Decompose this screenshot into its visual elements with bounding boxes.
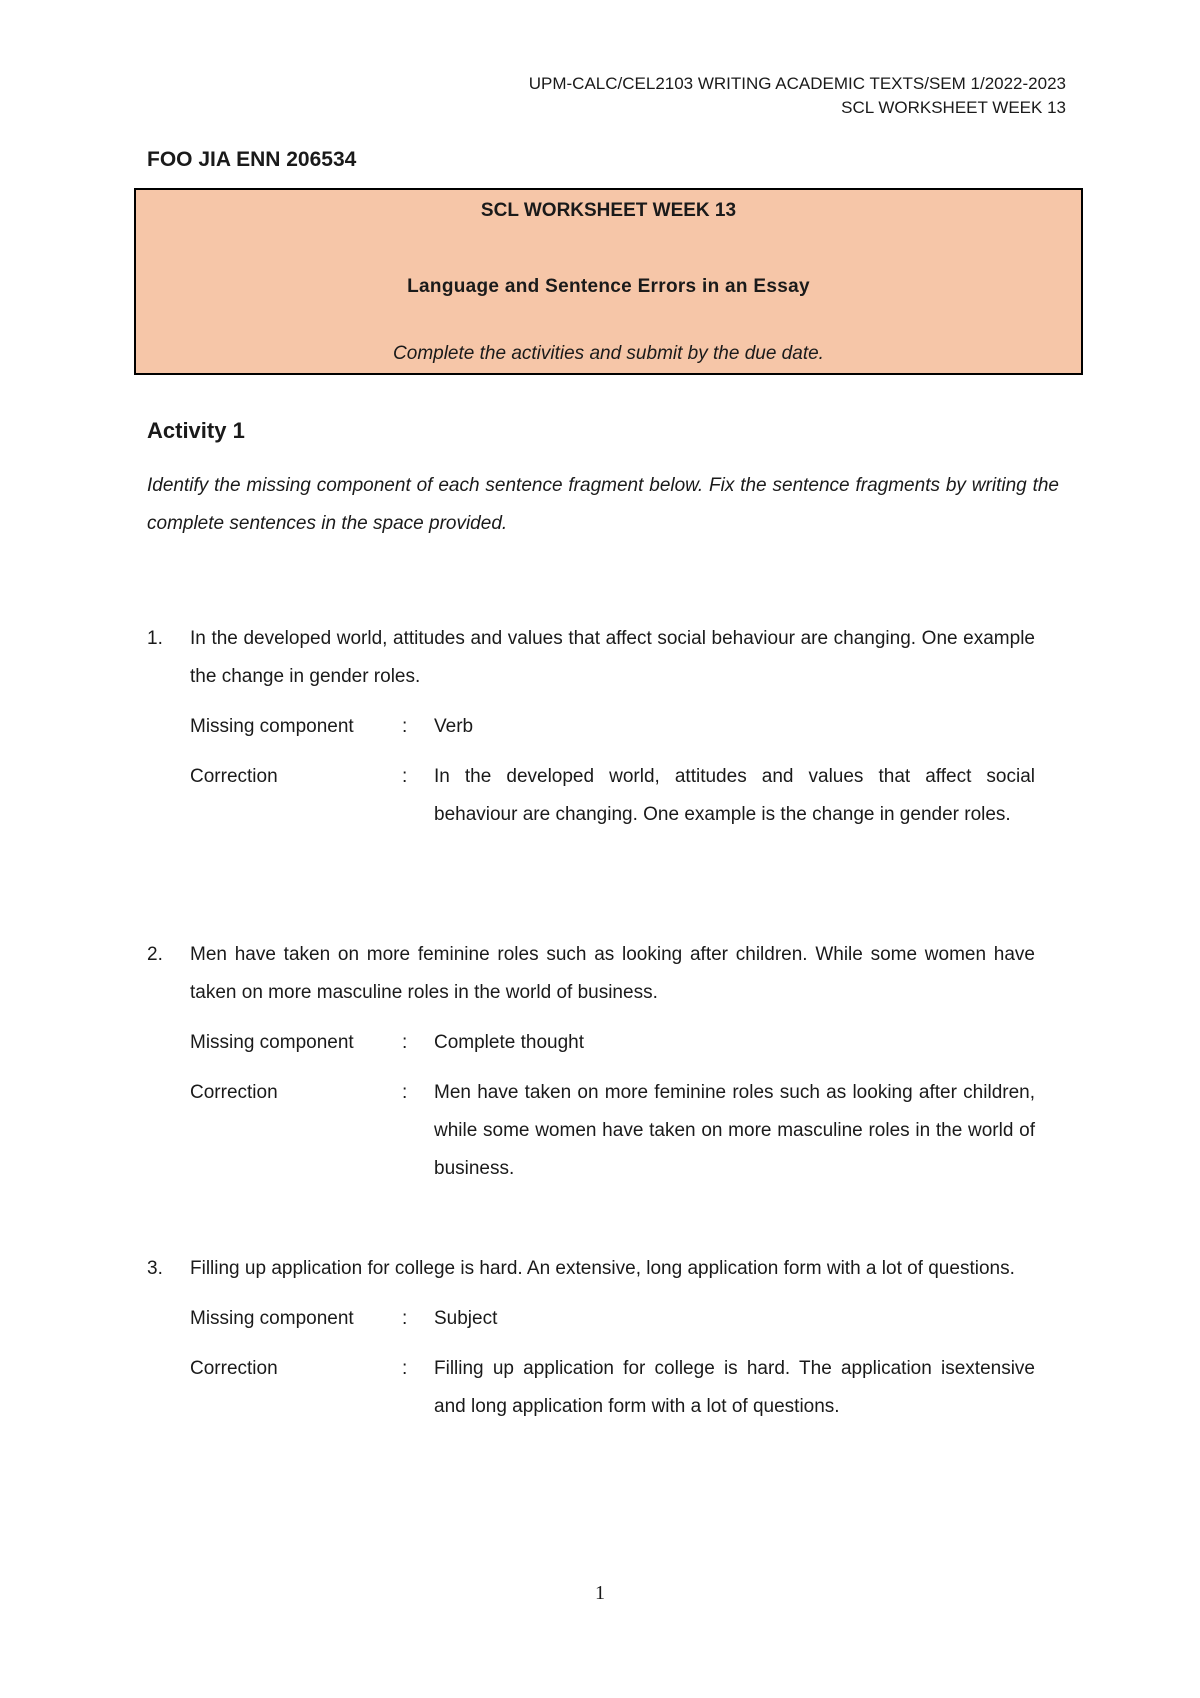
correction-value: Filling up application for college is hard. The application isextensive and long application form with a lot of questions. bbox=[434, 1358, 1035, 1417]
activity-title: Activity 1 bbox=[147, 418, 245, 443]
colon: : bbox=[402, 1032, 408, 1053]
banner-instruction: Complete the activities and submit by the due date. bbox=[393, 343, 824, 364]
header-worksheet-line: SCL WORKSHEET WEEK 13 bbox=[841, 98, 1066, 117]
colon: : bbox=[402, 766, 408, 787]
colon: : bbox=[402, 716, 408, 737]
banner-subtitle: Language and Sentence Errors in an Essay bbox=[407, 276, 810, 297]
correction-value: In the developed world, attitudes and values that affect social behaviour are changing. One example is the change in gender roles. bbox=[434, 766, 1035, 825]
question-number: 2. bbox=[147, 944, 163, 965]
header-course-line: UPM-CALC/CEL2103 WRITING ACADEMIC TEXTS/SEM 1/2022-2023 bbox=[528, 74, 1066, 93]
missing-component-row bbox=[190, 1300, 1035, 1338]
missing-component-row bbox=[190, 1024, 1035, 1062]
correction-row bbox=[190, 758, 1035, 834]
student-name-id: FOO JIA ENN 206534 bbox=[147, 148, 357, 171]
worksheet-banner bbox=[134, 188, 1083, 375]
question-text: Men have taken on more feminine roles such as looking after children. While some women have taken on more masculine roles in the world of business. bbox=[190, 944, 1035, 1003]
running-header bbox=[529, 72, 1066, 120]
page-number: 1 bbox=[595, 1582, 605, 1604]
missing-component-value: Complete thought bbox=[434, 1032, 584, 1053]
correction-label: Correction bbox=[190, 766, 278, 787]
question-text: Filling up application for college is hard. An extensive, long application form with a lot of questions. bbox=[190, 1258, 1015, 1279]
missing-component-label: Missing component bbox=[190, 1032, 354, 1053]
missing-component-label: Missing component bbox=[190, 716, 354, 737]
colon: : bbox=[402, 1082, 408, 1103]
question-number: 3. bbox=[147, 1258, 163, 1279]
question-number: 1. bbox=[147, 628, 163, 649]
missing-component-row bbox=[190, 708, 1035, 746]
question-item-2 bbox=[147, 936, 1035, 1188]
question-text: In the developed world, attitudes and values that affect social behaviour are changing. One example the change in gender roles. bbox=[190, 628, 1035, 687]
correction-row bbox=[190, 1350, 1035, 1426]
correction-label: Correction bbox=[190, 1358, 278, 1379]
colon: : bbox=[402, 1358, 408, 1379]
correction-row bbox=[190, 1074, 1035, 1188]
correction-value: Men have taken on more feminine roles such as looking after children, while some women have taken on more masculine roles in the world of business. bbox=[434, 1082, 1035, 1179]
question-item-1 bbox=[147, 620, 1035, 834]
missing-component-value: Verb bbox=[434, 716, 474, 737]
question-item-3 bbox=[147, 1250, 1035, 1426]
colon: : bbox=[402, 1308, 408, 1329]
activity-instruction: Identify the missing component of each sentence fragment below. Fix the sentence fragments by writing the complete sentences in the space provided. bbox=[147, 475, 1059, 534]
missing-component-value: Subject bbox=[434, 1308, 498, 1329]
correction-label: Correction bbox=[190, 1082, 278, 1103]
banner-title: SCL WORKSHEET WEEK 13 bbox=[480, 200, 737, 221]
missing-component-label: Missing component bbox=[190, 1308, 354, 1329]
